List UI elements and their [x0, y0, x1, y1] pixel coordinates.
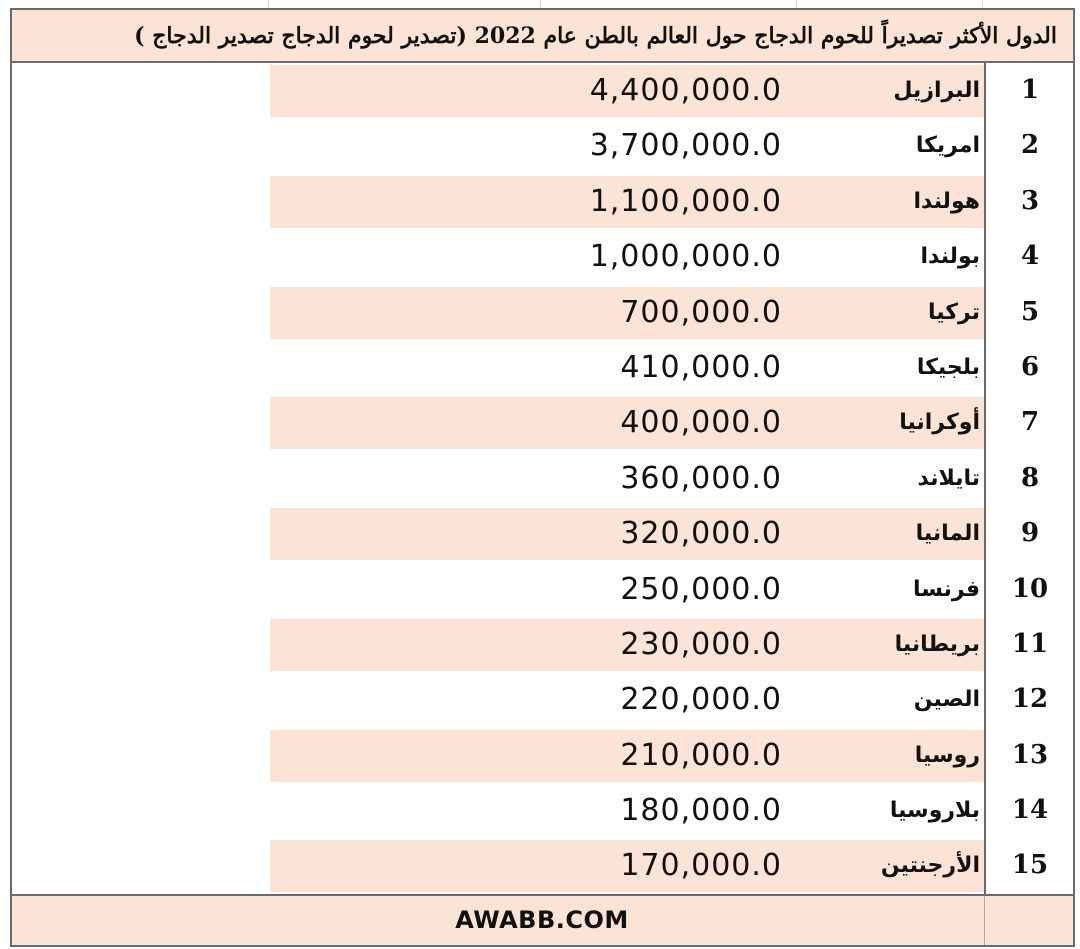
rank-cell[interactable]: 3 [1020, 185, 1040, 216]
footer-divider [984, 896, 985, 945]
rank-cell[interactable]: 6 [1020, 351, 1040, 382]
table-row[interactable] [12, 672, 1073, 727]
sheet-gridline [540, 0, 541, 8]
rank-cell[interactable]: 9 [1020, 518, 1040, 549]
export-value-cell[interactable]: 700,000.0 [620, 294, 782, 330]
rank-cell[interactable]: 1 [1020, 75, 1040, 105]
country-cell[interactable]: بريطانيا [894, 631, 980, 657]
rank-cell[interactable]: 13 [1011, 739, 1049, 770]
rank-cell[interactable]: 4 [1020, 241, 1040, 272]
country-cell[interactable]: بلاروسيا [889, 798, 980, 824]
export-value-cell[interactable]: 400,000.0 [620, 405, 782, 441]
rank-cell[interactable]: 7 [1020, 407, 1040, 438]
export-value-cell[interactable]: 4,400,000.0 [589, 73, 782, 108]
table-row[interactable] [12, 562, 1073, 617]
country-cell[interactable]: المانيا [915, 521, 980, 547]
table-row[interactable] [12, 617, 1073, 672]
rank-cell[interactable]: 14 [1011, 795, 1049, 826]
table-body [12, 63, 1073, 894]
table-row[interactable] [12, 285, 1073, 340]
export-value-cell[interactable]: 180,000.0 [620, 793, 782, 829]
table-row[interactable] [12, 63, 1073, 118]
country-cell[interactable]: تايلاند [917, 465, 980, 491]
table-row[interactable] [12, 506, 1073, 561]
rank-cell[interactable]: 15 [1011, 850, 1049, 881]
export-value-cell[interactable]: 1,100,000.0 [589, 183, 782, 219]
export-value-cell[interactable]: 3,700,000.0 [589, 128, 782, 164]
table-row[interactable] [12, 783, 1073, 838]
rank-cell[interactable]: 12 [1011, 684, 1049, 715]
country-cell[interactable]: الأرجنتين [880, 853, 980, 879]
table-title: الدول الأكثر تصديراً للحوم الدجاج حول العالم بالطن عام 2022 (تصدير لحوم الدجاج تصدير الدجاج ) [134, 22, 1057, 49]
table-row[interactable] [12, 395, 1073, 450]
export-table [10, 8, 1075, 947]
table-row[interactable] [12, 728, 1073, 783]
footer-cell[interactable] [12, 894, 1073, 945]
export-value-cell[interactable]: 360,000.0 [620, 460, 782, 496]
export-value-cell[interactable]: 230,000.0 [620, 626, 782, 662]
country-cell[interactable]: تركيا [928, 299, 980, 325]
rank-cell[interactable]: 2 [1020, 130, 1040, 161]
country-cell[interactable]: امريكا [915, 133, 980, 159]
rank-cell[interactable]: 10 [1011, 573, 1049, 604]
country-cell[interactable]: بلجيكا [916, 354, 980, 380]
sheet-gridline [982, 0, 983, 8]
export-value-cell[interactable]: 320,000.0 [620, 516, 782, 552]
export-value-cell[interactable]: 250,000.0 [620, 571, 782, 607]
table-row[interactable] [12, 451, 1073, 506]
column-divider [984, 63, 986, 894]
rank-cell[interactable]: 5 [1020, 296, 1040, 327]
rank-cell[interactable]: 11 [1011, 628, 1049, 659]
export-value-cell[interactable]: 170,000.0 [620, 848, 782, 884]
country-cell[interactable]: الصين [913, 687, 980, 713]
title-cell[interactable] [12, 10, 1073, 63]
sheet-gridline [268, 0, 269, 8]
country-cell[interactable]: أوكرانيا [899, 410, 980, 436]
table-row[interactable] [12, 118, 1073, 173]
rank-cell[interactable]: 8 [1020, 462, 1040, 493]
export-value-cell[interactable]: 220,000.0 [620, 682, 782, 718]
export-value-cell[interactable]: 1,000,000.0 [589, 239, 782, 275]
country-cell[interactable]: بولندا [920, 244, 980, 270]
export-value-cell[interactable]: 210,000.0 [620, 737, 782, 773]
table-row[interactable] [12, 838, 1073, 893]
sheet-gridline [796, 0, 797, 8]
country-cell[interactable]: فرنسا [913, 576, 980, 602]
table-row[interactable] [12, 340, 1073, 395]
footer-website: AWABB.COM [455, 906, 629, 934]
country-cell[interactable]: روسيا [914, 742, 980, 768]
country-cell[interactable]: البرازيل [893, 78, 980, 103]
country-cell[interactable]: هولندا [913, 188, 980, 214]
export-value-cell[interactable]: 410,000.0 [620, 349, 782, 385]
table-row[interactable] [12, 229, 1073, 284]
table-row[interactable] [12, 174, 1073, 229]
